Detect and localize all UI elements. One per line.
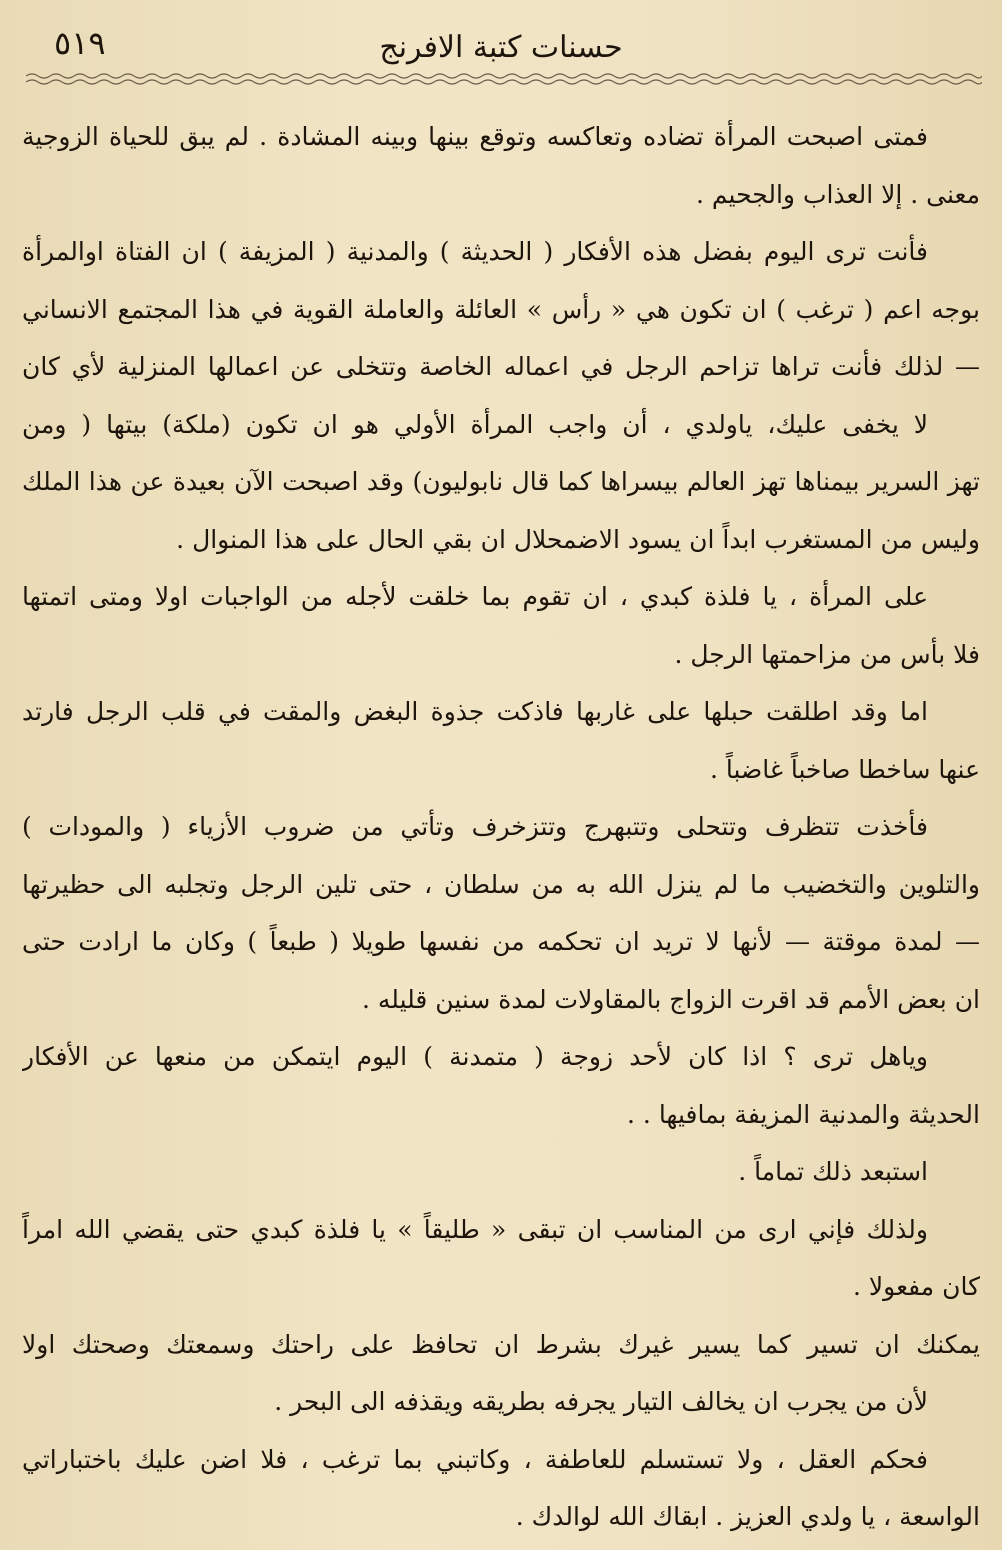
text-line: وليس من المستغرب ابداً ان يسود الاضمحلال ان بقي الحال على هذا المنوال . xyxy=(176,524,980,554)
text-line: فحكم العقل ، ولا تستسلم للعاطفة ، وكاتبني بما ترغب ، فلا اضن عليك باختباراتي xyxy=(22,1444,928,1474)
text-line: وياهل ترى ؟ اذا كان لأحد زوجة ( متمدنة ) اليوم ايتمكن من منعها عن الأفكار xyxy=(22,1042,928,1071)
text-line: فأخذت تتظرف وتتحلى وتتبهرج وتتزخرف وتأتي من ضروب الأزياء ( والمودات ) xyxy=(22,812,928,841)
header-rule xyxy=(26,72,982,86)
text-line: عنها ساخطا صاخباً غاضباً . xyxy=(709,754,980,784)
text-line: اما وقد اطلقت حبلها على غاربها فاذكت جذوة البغض والمقت في قلب الرجل فارتد xyxy=(22,697,928,726)
text-line: فمتى اصبحت المرأة تضاده وتعاكسه وتوقع بينها وبينه المشادة . لم يبق للحياة الزوجية xyxy=(22,122,928,151)
text-line: — لمدة موقتة — لأنها لا تريد ان تحكمه من نفسها طويلا ( طبعاً ) وكان ما ارادت حتى xyxy=(22,927,980,956)
text-line: تهز السرير بيمناها تهز العالم بيسراها كما قال نابوليون) وقد اصبحت الآن بعيدة عن هذا الملك xyxy=(22,467,980,496)
text-line: الحديثة والمدنية المزيفة بمافيها . . xyxy=(627,1099,980,1129)
text-line: ولذلك فإني ارى من المناسب ان تبقى « طليقاً » يا فلذة كبدي حتى يقضي الله امراً xyxy=(22,1214,928,1244)
running-title: حسنات كتبة الافرنج xyxy=(379,29,623,65)
text-line: لأن من يجرب ان يخالف التيار يجرفه بطريقه ويقذفه الى البحر . xyxy=(274,1387,928,1416)
text-line: فأنت ترى اليوم بفضل هذه الأفكار ( الحديثة ) والمدنية ( المزيفة ) ان الفتاة اوالمرأة xyxy=(22,237,928,266)
text-line: معنى . إلا العذاب والجحيم . xyxy=(696,179,980,209)
text-line: لا يخفى عليك، ياولدي ، أن واجب المرأة الأولي هو ان تكون (ملكة) بيتها ( ومن xyxy=(22,409,928,439)
text-line: استبعد ذلك تماماً . xyxy=(738,1157,928,1186)
text-line: يمكنك ان تسير كما يسير غيرك بشرط ان تحافظ على راحتك وسمعتك وصحتك اولا xyxy=(22,1329,980,1359)
page-header xyxy=(22,22,980,72)
page-number: ٥١٩ xyxy=(54,24,106,62)
text-line: فلا بأس من مزاحمتها الرجل . xyxy=(674,639,980,669)
text-line: — لذلك فأنت تراها تزاحم الرجل في اعماله الخاصة وتتخلى عن اعمالها المنزلية لأي كان xyxy=(22,352,980,381)
body-text xyxy=(22,108,980,1546)
text-line: الواسعة ، يا ولدي العزيز . ابقاك الله لوالدك . xyxy=(515,1502,980,1531)
text-line: ان بعض الأمم قد اقرت الزواج بالمقاولات لمدة سنين قليله . xyxy=(362,984,980,1014)
text-line: والتلوين والتخضيب ما لم ينزل الله به من سلطان ، حتى تلين الرجل وتجلبه الى حظيرتها xyxy=(22,869,980,899)
text-line: كان مفعولا . xyxy=(853,1272,980,1301)
text-line: بوجه اعم ( ترغب ) ان تكون هي « رأس » العائلة والعاملة القوية في هذا المجتمع الانساني xyxy=(22,294,980,324)
text-line: على المرأة ، يا فلذة كبدي ، ان تقوم بما خلقت لأجله من الواجبات اولا ومتى اتمتها xyxy=(22,582,928,611)
